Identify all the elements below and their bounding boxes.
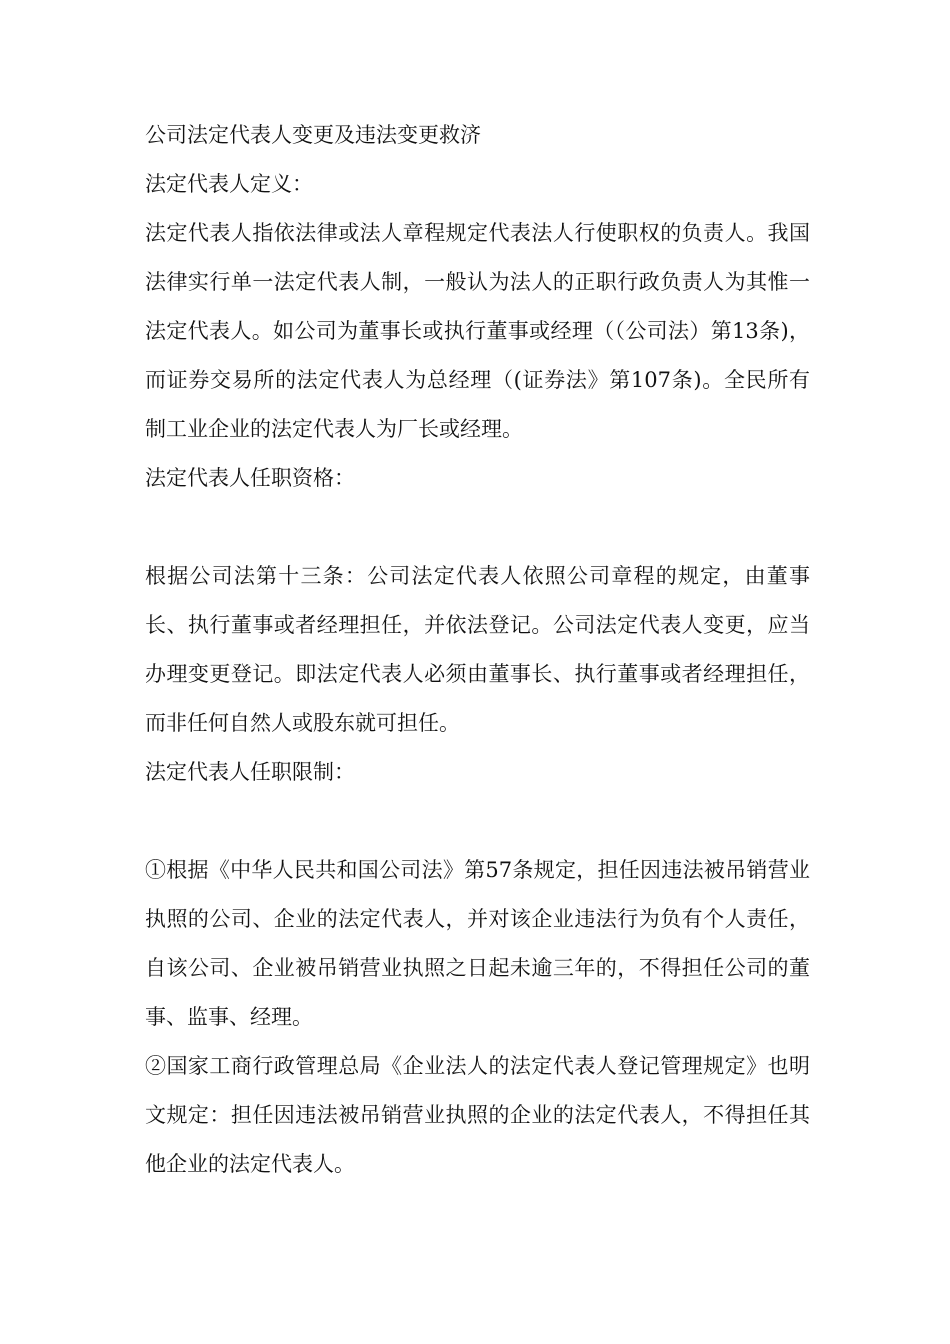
section-heading-definition: 法定代表人定义： <box>145 172 313 196</box>
document-body <box>145 111 810 1189</box>
blank-line <box>145 503 810 552</box>
paragraph-restriction-1: ①根据《中华人民共和国公司法》第57条规定，担任因违法被吊销营业执照的公司、企业的法定代表人，并对该企业违法行为负有个人责任，自该公司、企业被吊销营业执照之日起未逾三年的，不得担任公司的董事、监事、经理。 <box>145 858 810 1029</box>
paragraph-qualification: 根据公司法第十三条：公司法定代表人依照公司章程的规定，由董事长、执行董事或者经理担任，并依法登记。公司法定代表人变更，应当办理变更登记。即法定代表人必须由董事长、执行董事或者经理担任，而非任何自然人或股东就可担任。 <box>145 564 810 735</box>
document-title: 公司法定代表人变更及违法变更救济 <box>145 123 481 147</box>
section-heading-qualification: 法定代表人任职资格： <box>145 466 355 490</box>
paragraph-definition: 法定代表人指依法律或法人章程规定代表法人行使职权的负责人。我国法律实行单一法定代表人制，一般认为法人的正职行政负责人为其惟一法定代表人。如公司为董事长或执行董事或经理（（公司法）第13条)，而证券交易所的法定代表人为总经理（(证券法》第107条)。全民所有制工业企业的法定代表人为厂长或经理。 <box>145 221 810 441</box>
section-heading-restriction: 法定代表人任职限制： <box>145 760 355 784</box>
paragraph-restriction-2: ②国家工商行政管理总局《企业法人的法定代表人登记管理规定》也明文规定：担任因违法被吊销营业执照的企业的法定代表人，不得担任其他企业的法定代表人。 <box>145 1054 810 1176</box>
blank-line <box>145 797 810 846</box>
